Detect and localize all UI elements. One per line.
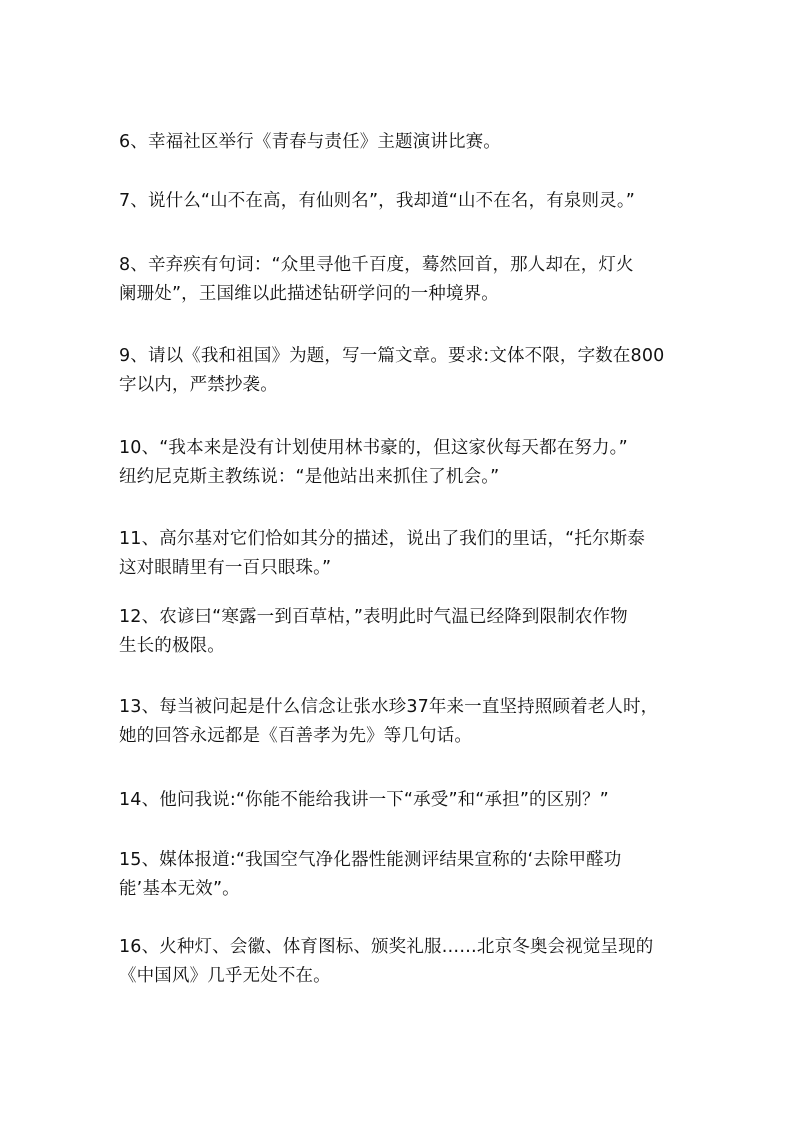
sentence-item-9 — [119, 342, 709, 400]
sentence-item-15 — [119, 846, 709, 904]
sentence-line: 纽约尼克斯主教练说：“是他站出来抓住了机会。” — [119, 467, 500, 487]
sentence-line: 她的回答永远都是《百善孝为先》等几句话。 — [119, 726, 472, 746]
sentence-line — [119, 786, 709, 815]
item-number: 7、 — [119, 191, 148, 211]
item-text: 辛弃疾有句词：“众里寻他千百度，蓦然回首，那人却在，灯火 — [147, 255, 634, 275]
item-text: 农谚曰“寒露一到百草枯，”表明此时气温已经降到限制农作物 — [159, 607, 628, 627]
item-number: 8、 — [119, 255, 148, 275]
sentence-line — [119, 128, 709, 157]
sentence-line — [119, 187, 709, 216]
sentence-line — [119, 693, 709, 722]
sentence-line: 生长的极限。 — [119, 636, 225, 656]
item-number: 9、 — [119, 346, 148, 366]
item-text: “我本来是没有计划使用林书豪的，但这家伙每天都在努力。” — [159, 438, 628, 458]
item-number: 6、 — [119, 132, 148, 152]
sentence-line — [119, 603, 709, 632]
item-number: 16、 — [119, 937, 160, 957]
item-text: 说什么“山不在高，有仙则名”，我却道“山不在名，有泉则灵。” — [147, 191, 635, 211]
item-text: 请以《我和祖国》为题，写一篇文章。要求:文体不限，字数在800 — [147, 346, 665, 366]
sentence-item-10 — [119, 434, 709, 492]
item-number: 11、 — [119, 529, 160, 549]
sentence-line: 字以内，严禁抄袭。 — [119, 375, 278, 395]
sentence-item-16 — [119, 933, 709, 991]
sentence-line — [119, 846, 709, 875]
sentence-item-13 — [119, 693, 709, 751]
item-text: 火种灯、会徽、体育图标、颁奖礼服……北京冬奥会视觉呈现的 — [159, 937, 654, 957]
sentence-item-11 — [119, 525, 709, 583]
item-text: 幸福社区举行《青春与责任》主题演讲比赛。 — [147, 132, 501, 152]
sentence-line — [119, 525, 709, 554]
sentence-line: 这对眼睛里有一百只眼珠。” — [119, 558, 332, 578]
sentence-line — [119, 342, 709, 371]
sentence-item-6 — [119, 128, 709, 157]
sentence-line: 《中国风》几乎无处不在。 — [119, 966, 331, 986]
item-text: 每当被问起是什么信念让张水珍37年来一直坚持照顾着老人时， — [159, 697, 659, 717]
sentence-line — [119, 434, 709, 463]
item-number: 15、 — [119, 850, 160, 870]
sentence-line — [119, 933, 709, 962]
sentence-item-12 — [119, 603, 709, 661]
item-text: 高尔基对它们恰如其分的描述，说出了我们的里话，“托尔斯泰 — [159, 529, 645, 549]
item-number: 12、 — [119, 607, 160, 627]
sentence-item-7 — [119, 187, 709, 216]
sentence-line: 阑珊处”，王国维以此描述钻研学问的一种境界。 — [119, 284, 499, 304]
item-text: 媒体报道:“我国空气净化器性能测评结果宣称的‘去除甲醛功 — [159, 850, 622, 870]
sentence-line: 能’基本无效”。 — [119, 879, 240, 899]
sentence-item-14 — [119, 786, 709, 815]
item-number: 10、 — [119, 438, 160, 458]
sentence-item-8 — [119, 251, 709, 309]
item-number: 14、 — [119, 790, 160, 810]
sentence-line — [119, 251, 709, 280]
item-text: 他问我说:“你能不能给我讲一下“承受”和“承担”的区别？” — [159, 790, 609, 810]
item-number: 13、 — [119, 697, 160, 717]
